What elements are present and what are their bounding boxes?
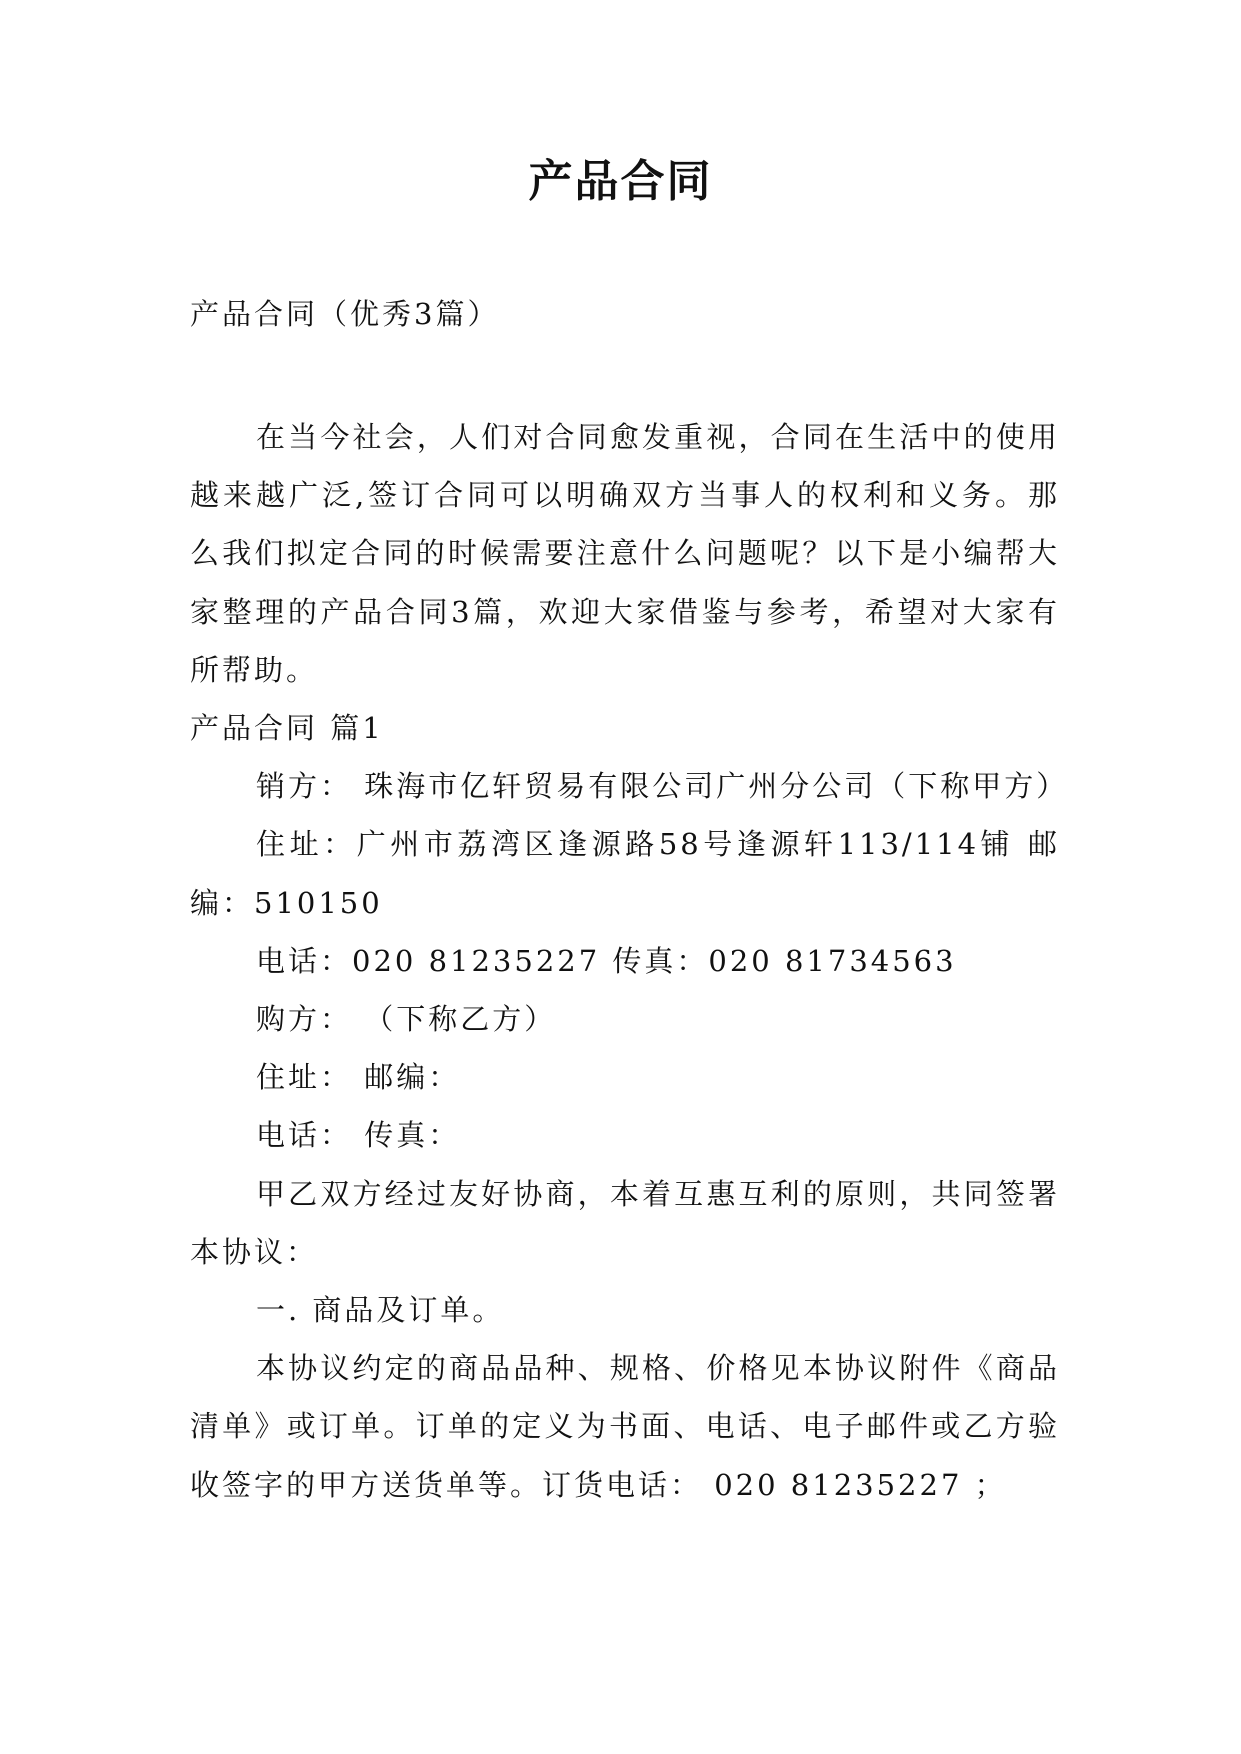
agreement-paragraph: 甲乙双方经过友好协商，本着互惠互利的原则，共同签署本协议： (190, 1176, 1060, 1269)
clause-1-title: 一. 商品及订单。 (256, 1293, 505, 1328)
buyer-phone-line: 电话： 传真： (256, 1118, 461, 1153)
seller-line: 销方： 珠海市亿轩贸易有限公司广州分公司（下称甲方） (256, 769, 1069, 804)
seller-address-line: 住址：广州市荔湾区逢源路58号逢源轩113/114铺 邮编：510150 (190, 827, 1060, 920)
intro-paragraph: 在当今社会，人们对合同愈发重视，合同在生活中的使用越来越广泛,签订合同可以明确双方当事人的权利和义务。那么我们拟定合同的时候需要注意什么问题呢？以下是小编帮大家整理的产品合同3篇，欢迎大家借鉴与参考，希望对大家有所帮助。 (190, 420, 1060, 687)
section-heading: 产品合同 篇1 (190, 711, 384, 746)
seller-phone-line: 电话：020 81235227 传真：020 81734563 (256, 943, 957, 978)
buyer-address-line: 住址： 邮编： (256, 1060, 461, 1095)
clause-1-text: 本协议约定的商品品种、规格、价格见本协议附件《商品清单》或订单。订单的定义为书面、电话、电子邮件或乙方验收签字的甲方送货单等。订货电话： 020 81235227 ； (190, 1351, 1060, 1502)
document-subtitle: 产品合同（优秀3篇） (190, 297, 500, 331)
document-title: 产品合同 (528, 156, 713, 207)
document-body (190, 408, 1069, 1514)
buyer-line: 购方： （下称乙方） (256, 1002, 557, 1037)
